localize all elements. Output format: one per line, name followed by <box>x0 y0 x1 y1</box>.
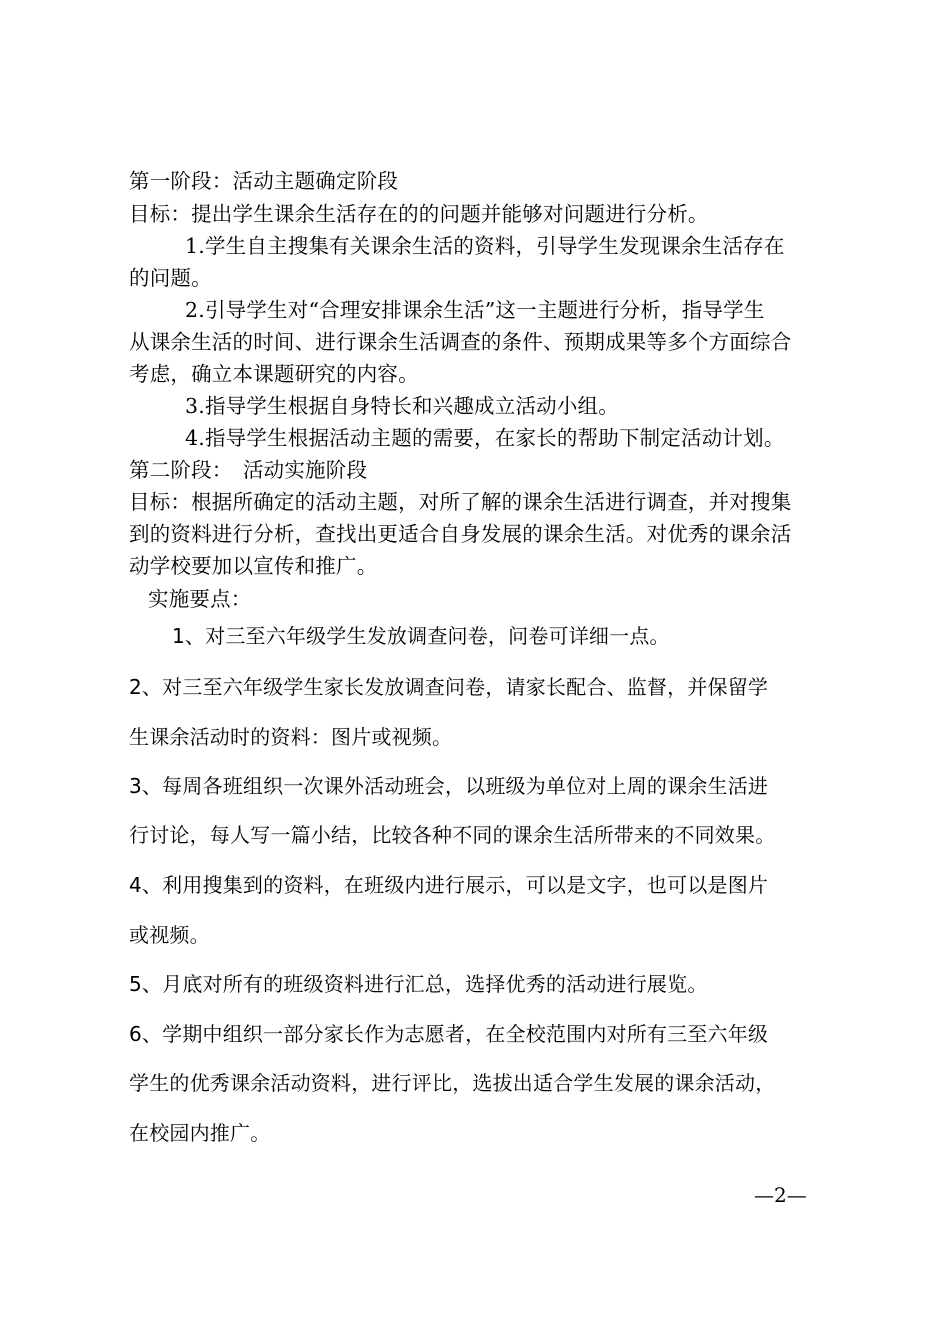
key-point-2-cont: 生课余活动时的资料：图片或视频。 <box>129 725 453 749</box>
key-point-3-cont: 行讨论，每人写一篇小结，比较各种不同的课余生活所带来的不同效果。 <box>129 823 776 847</box>
stage-1-item-1: 1.学生自主搜集有关课余生活的资料，引导学生发现课余生活存在 <box>185 234 785 258</box>
key-point-2: 2、对三至六年级学生家长发放调查问卷，请家长配合、监督，并保留学 <box>129 675 769 699</box>
key-points-heading: 实施要点： <box>148 587 252 611</box>
stage-2-goal-cont: 动学校要加以宣传和推广。 <box>129 554 378 578</box>
stage-2-goal-cont: 到的资料进行分析，查找出更适合自身发展的课余生活。对优秀的课余活 <box>129 522 792 546</box>
stage-1-item-3: 3.指导学生根据自身特长和兴趣成立活动小组。 <box>185 394 619 418</box>
stage-1-item-2: 2.引导学生对“合理安排课余生活”这一主题进行分析，指导学生 <box>185 298 765 322</box>
stage-1-heading: 第一阶段：活动主题确定阶段 <box>129 169 399 193</box>
stage-1-item-4: 4.指导学生根据活动主题的需要，在家长的帮助下制定活动计划。 <box>185 426 785 450</box>
stage-1-item-2-cont: 从课余生活的时间、进行课余生活调查的条件、预期成果等多个方面综合 <box>129 330 792 354</box>
stage-1-item-1-cont: 的问题。 <box>129 266 212 290</box>
key-point-4: 4、利用搜集到的资料，在班级内进行展示，可以是文字，也可以是图片 <box>129 873 769 897</box>
key-point-1: 1、对三至六年级学生发放调查问卷，问卷可详细一点。 <box>172 624 670 648</box>
stage-1-item-2-cont: 考虑，确立本课题研究的内容。 <box>129 362 419 386</box>
page-number: —2— <box>754 1183 807 1207</box>
key-point-4-cont: 或视频。 <box>129 923 210 947</box>
key-point-3: 3、每周各班组织一次课外活动班会，以班级为单位对上周的课余生活进 <box>129 774 769 798</box>
key-point-6: 6、学期中组织一部分家长作为志愿者，在全校范围内对所有三至六年级 <box>129 1022 769 1046</box>
stage-2-heading: 第二阶段： 活动实施阶段 <box>129 458 368 482</box>
key-point-5: 5、月底对所有的班级资料进行汇总，选择优秀的活动进行展览。 <box>129 972 708 996</box>
key-point-6-cont: 学生的优秀课余活动资料，进行评比，选拔出适合学生发展的课余活动， <box>129 1071 776 1095</box>
key-point-6-cont: 在校园内推广。 <box>129 1121 271 1145</box>
stage-1-goal: 目标：提出学生课余生活存在的的问题并能够对问题进行分析。 <box>129 202 709 226</box>
stage-2-goal: 目标：根据所确定的活动主题，对所了解的课余生活进行调查，并对搜集 <box>129 490 792 514</box>
